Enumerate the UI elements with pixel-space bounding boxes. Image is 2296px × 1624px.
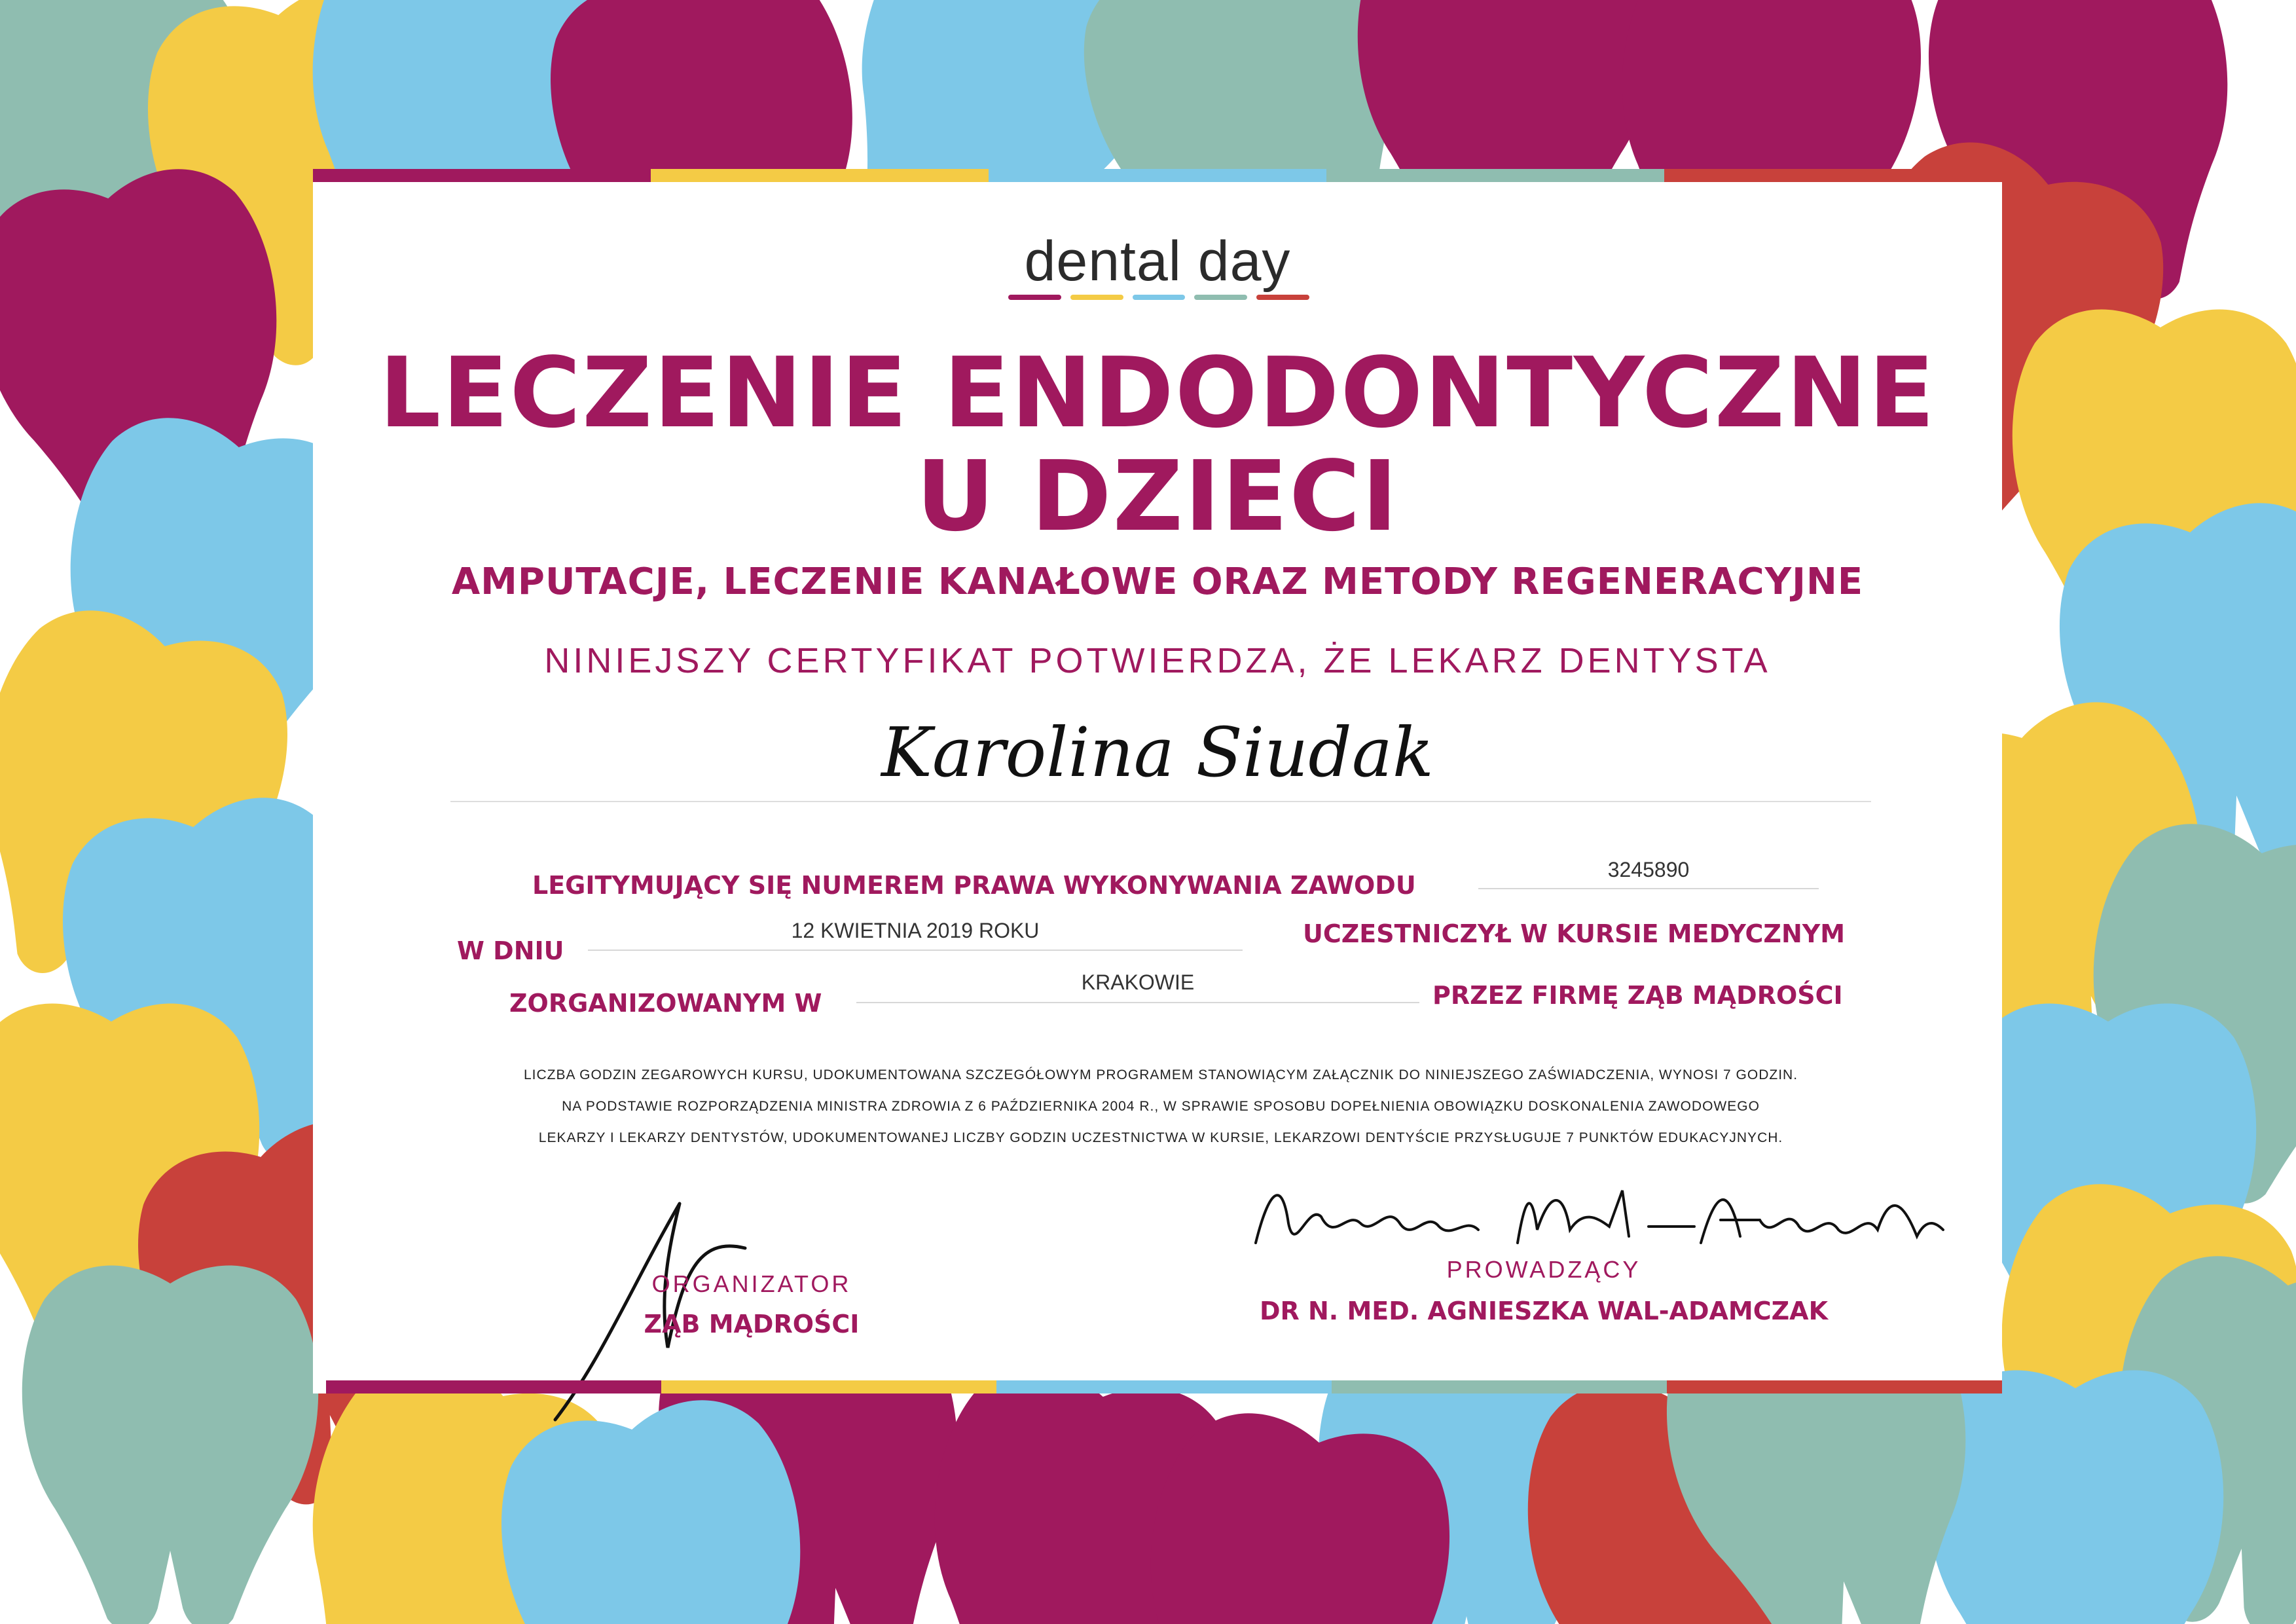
organizer-role: ORGANIZATOR (651, 1270, 852, 1297)
course-title-line-2: U DZIECI (916, 440, 1399, 553)
license-value: 3245890 (1607, 858, 1690, 881)
decorative-tooth-icon (1927, 1370, 2223, 1624)
course-subtitle: AMPUTACJE, LECZENIE KANAŁOWE ORAZ METODY REGENERACYJNE (451, 561, 1864, 603)
participant-name: Karolina Siudak (881, 712, 1434, 792)
course-title-line-1: LECZENIE ENDODONTYCZNE (379, 337, 1936, 449)
city-value: KRAKOWIE (1081, 970, 1195, 994)
date-label: W DNIU (457, 936, 564, 965)
lecturer-name: DR N. MED. AGNIESZKA WAL-ADAMCZAK (1259, 1297, 1829, 1325)
top-color-stripe (313, 169, 2002, 182)
date-underline (588, 950, 1243, 951)
date-value: 12 KWIETNIA 2019 ROKU (791, 919, 1040, 942)
fine-print-line-1: LICZBA GODZIN ZEGAROWYCH KURSU, UDOKUMENTOWANA SZCZEGÓŁOWYM PROGRAMEM STANOWIĄCYM ZAŁĄCZNIK DO NINIEJSZEGO ZAŚWIADCZENIA, WYNOSI 7 GODZIN. (523, 1067, 1798, 1082)
lecturer-signature (1243, 1164, 1950, 1269)
city-underline (856, 1002, 1419, 1003)
license-underline (1478, 888, 1819, 889)
certificate-panel (313, 169, 2002, 1393)
license-label: LEGITYMUJĄCY SIĘ NUMEREM PRAWA WYKONYWANIA ZAWODU (532, 871, 1416, 900)
decorative-tooth-icon (22, 1265, 318, 1624)
brand-logo-underline (1008, 295, 1309, 300)
confirmation-statement: NINIEJSZY CERTYFIKAT POTWIERDZA, ŻE LEKARZ DENTYSTA (544, 641, 1771, 680)
brand-logo: dental day (1024, 230, 1291, 293)
participated-label: UCZESTNICZYŁ W KURSIE MEDYCZNYM (1303, 919, 1846, 948)
organizer-name: ZĄB MĄDROŚCI (644, 1310, 860, 1338)
fine-print-line-2: NA PODSTAWIE ROZPORZĄDZENIA MINISTRA ZDROWIA Z 6 PAŹDZIERNIKA 2004 R., W SPRAWIE SPOSOBU DOPEŁNIENIA OBOWIĄZKU DOSKONALENIA ZAWODOWEGO (562, 1099, 1760, 1114)
bottom-color-stripe (326, 1380, 2002, 1393)
organized-label: ZORGANIZOWANYM W (509, 989, 822, 1018)
company-label: PRZEZ FIRMĘ ZĄB MĄDROŚCI (1432, 981, 1843, 1010)
participant-name-underline (450, 801, 1871, 802)
lecturer-role: PROWADZĄCY (1446, 1256, 1641, 1283)
fine-print-line-3: LEKARZY I LEKARZY DENTYSTÓW, UDOKUMENTOWANEJ LICZBY GODZIN UCZESTNICTWA W KURSIE, LEKARZOWI DENTYŚCIE PRZYSŁUGUJE 7 PUNKTÓW EDUKACYJNYCH. (538, 1130, 1783, 1145)
